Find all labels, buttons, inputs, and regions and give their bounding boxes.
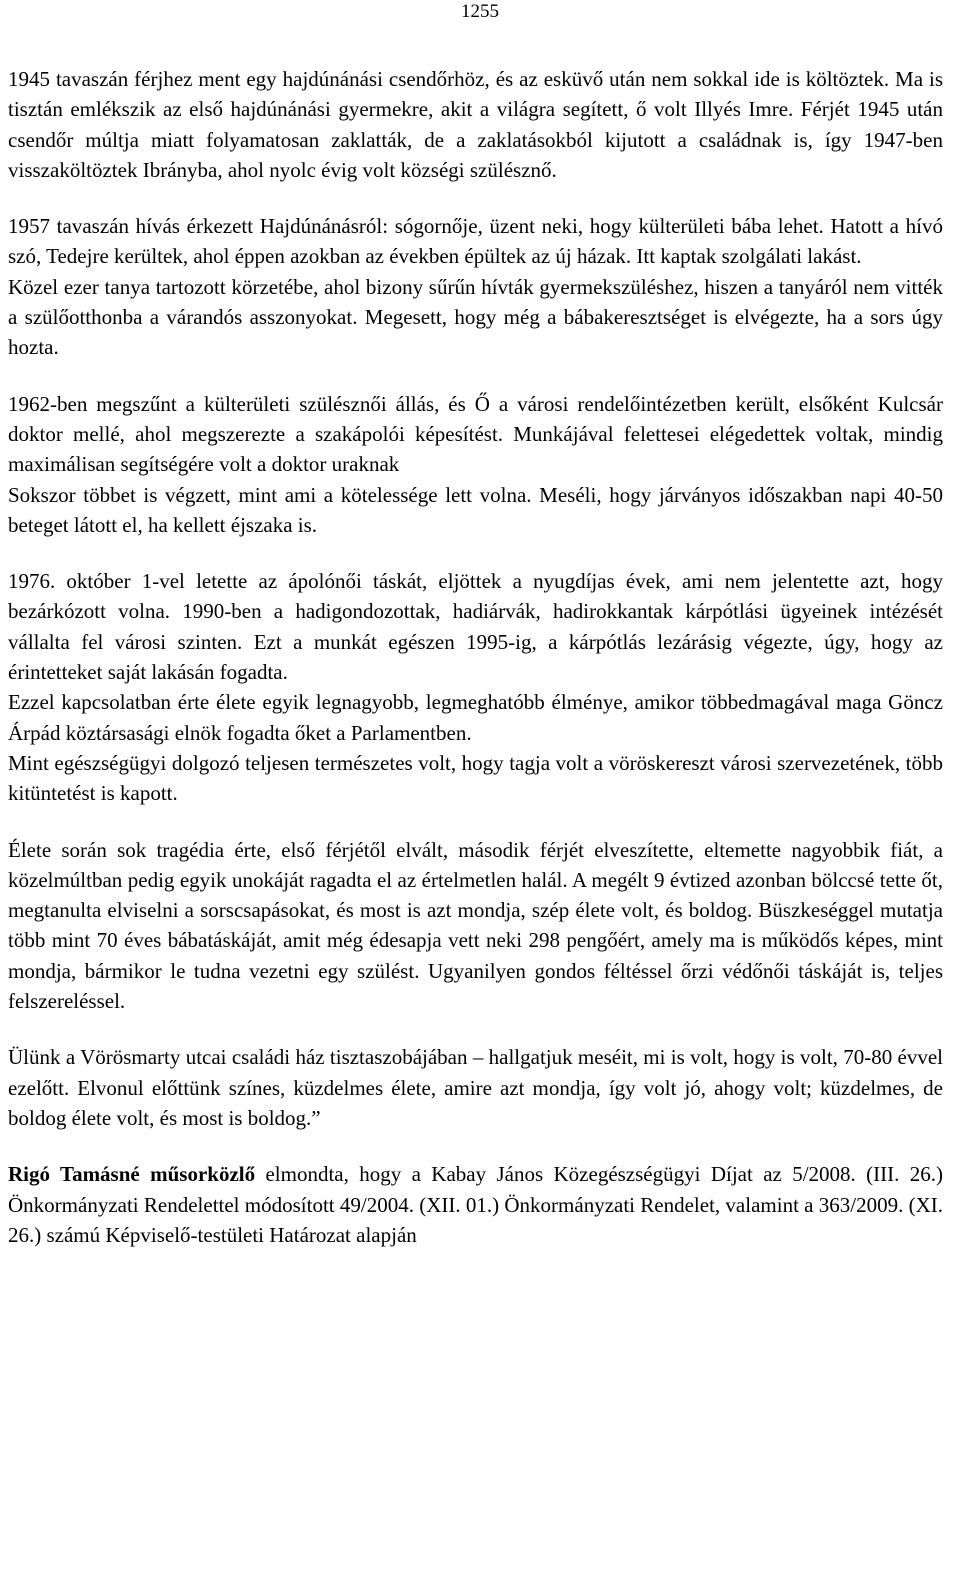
closing-text: elmondta, hogy a Kabay János Közegészségügyi Díjat az 5/2008. (III. 26.) Önkormányzati Rendelettel módosított 49/2004. (XII. 01.) Önkormányzati Rendelet, valamint a 363/2009. (XI. 26.) számú Képviselő-testületi Határozat alapján (8, 1162, 943, 1247)
paragraph-1962-clinic: 1962-ben megszűnt a külterületi szülésznői állás, és Ő a városi rendelőintézetben került, elsőként Kulcsár doktor mellé, ahol megszerezte a szakápolói képesítést. Munkájával felettesei elégedettek voltak, mindig maximálisan segítségére volt a doktor uraknak (8, 391, 943, 477)
paragraph-visit: Ülünk a Vörösmarty utcai családi ház tisztaszobájában – hallgatjuk meséit, mi is volt, hogy is volt, 70-80 évvel ezelőtt. Elvonul előttünk színes, küzdelmes élete, amire azt mondja, így volt jó, ahogy volt; küzdelmes, de boldog élete volt, és most is boldog.” (8, 1045, 943, 1130)
paragraph-parliament: Ezzel kapcsolatban érte élete egyik legnagyobb, legmeghatóbb élménye, amikor többedmagával maga Göncz Árpád köztársasági elnök fogadta őket a Parlamentben. (8, 690, 943, 745)
paragraph-extra-work: Sokszor többet is végzett, mint ami a kötelessége lett volna. Meséli, hogy járványos időszakban napi 40-50 beteget látott el, ha kellett éjszaka is. (8, 482, 943, 537)
paragraph-marriage: 1945 tavaszán férjhez ment egy hajdúnánási csendőrhöz, és az esküvő után nem sokkal ide is költöztek. Ma is tisztán emlékszik az első hajdúnánási gyermekre, akit a világra segített, ő volt Illyés Imre. Férjét 1945 után csendőr múltja miatt folyamatosan zaklatták, de a zaklatásokból kijutott a családnak is, így 1947-ben visszaköltöztek Ibrányba, ahol nyolc évig volt községi szülésznő. (8, 67, 943, 182)
announcer-name: Rigó Tamásné műsorközlő (8, 1162, 256, 1187)
paragraph-1976-retirement: 1976. október 1-vel letette az ápolónői táskát, eljöttek a nyugdíjas évek, ami nem jelentette azt, hogy bezárkózott volna. 1990-ben a hadigondozottak, hadiárvák, hadirokkantak kárpótlási ügyeinek intézését vállalta fel városi szinten. Ezt a munkát egészen 1995-ig, a kárpótlás lezárásig végezte, úgy, hogy az érintetteket saját lakásán fogadta. (8, 569, 943, 685)
paragraph-farm-district: Közel ezer tanya tartozott körzetébe, ahol bizony sűrűn hívták gyermekszüléshez, hiszen a tanyáról nem vitték a szülőotthonba a várandós asszonyokat. Megesett, hogy még a bábakeresztséget is elvégezte, ha a sors úgy hozta. (8, 274, 943, 360)
body-text (8, 64, 943, 1250)
page-number: 1255 (461, 1, 499, 22)
paragraph-red-cross: Mint egészségügyi dolgozó teljesen természetes volt, hogy tagja volt a vöröskereszt városi szervezetének, több kitüntetést is kapott. (8, 750, 943, 806)
paragraph-closing (8, 1159, 943, 1250)
paragraph-1957-call: 1957 tavaszán hívás érkezett Hajdúnánásról: sógornője, üzent neki, hogy külterületi bába lehet. Hatott a hívó szó, Tedejre kerültek, ahol éppen azokban az években épültek az új házak. Itt kaptak szolgálati lakást. (8, 214, 943, 269)
paragraph-tragedies: Élete során sok tragédia érte, első férjétől elvált, második férjét elveszítette, eltemette nagyobbik fiát, a közelmúltban pedig egyik unokáját ragadta el az értelmetlen halál. A megélt 9 évtized azonban bölccsé tette őt, megtanulta elviselni a sorscsapásokat, és most is azt mondja, szép élete volt, és boldog. Büszkeséggel mutatja több mint 70 éves bábatáskáját, amit még édesapja vett neki 298 pengőért, amely ma is működős képes, mint mondja, bármikor le tudna vezetni egy szülést. Ugyanilyen gondos féltéssel őrzi védőnői táskáját is, teljes felszereléssel. (8, 837, 943, 1014)
